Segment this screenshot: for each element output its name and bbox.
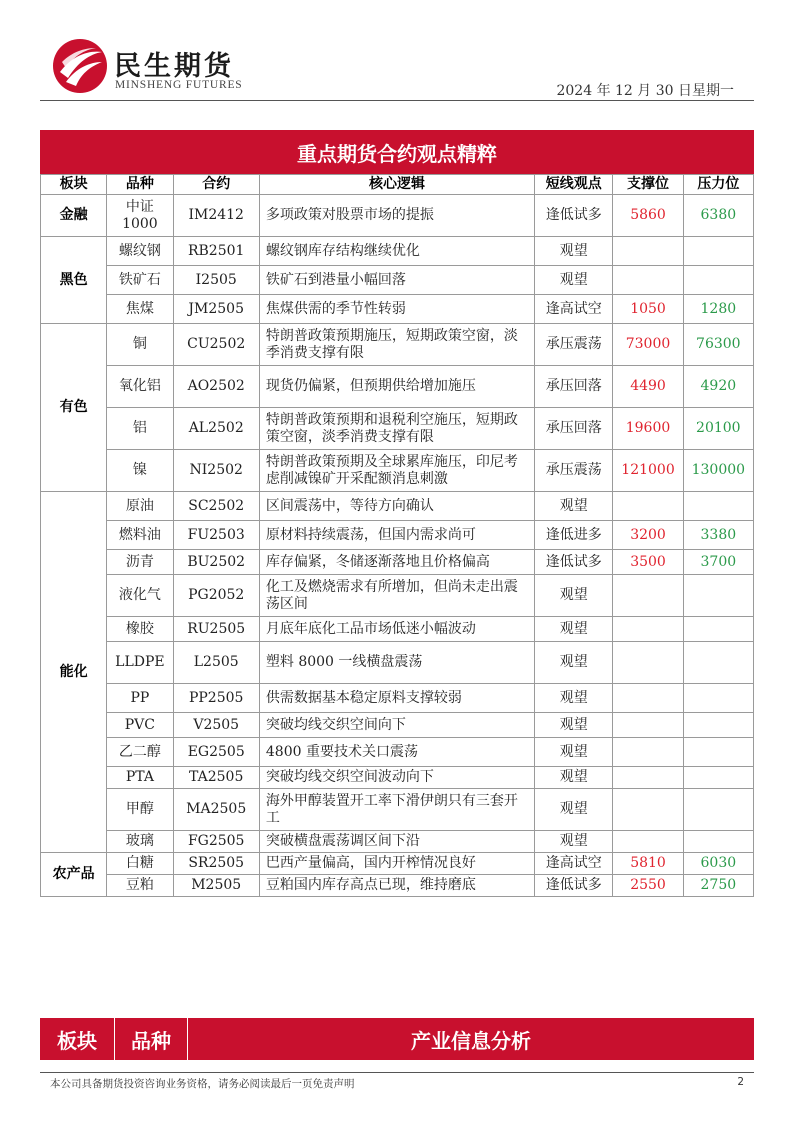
variety-cell: 沥青 <box>107 550 173 575</box>
minsheng-logo-icon <box>52 38 108 94</box>
logic-cell: 多项政策对股票市场的提振 <box>259 195 534 237</box>
resistance-cell <box>683 713 753 738</box>
table-row <box>41 492 754 521</box>
support-cell <box>613 575 683 617</box>
variety-cell: 铜 <box>107 324 173 366</box>
resistance-cell <box>683 575 753 617</box>
variety-cell: 焦煤 <box>107 295 173 324</box>
table-row <box>41 767 754 789</box>
logic-cell: 突破横盘震荡调区间下沿 <box>259 831 534 853</box>
contract-cell: RB2501 <box>173 237 259 266</box>
section2-col-sector: 板块 <box>40 1018 115 1060</box>
table-row <box>41 875 754 897</box>
support-cell: 5860 <box>613 195 683 237</box>
contract-cell: SR2505 <box>173 853 259 875</box>
variety-cell: PVC <box>107 713 173 738</box>
logic-cell: 特朗普政策预期和退税利空施压，短期政策空窗，淡季消费支撑有限 <box>259 408 534 450</box>
table-row <box>41 684 754 713</box>
view-cell: 观望 <box>535 617 613 642</box>
table-row <box>41 195 754 237</box>
logic-cell: 突破均线交织空间向下 <box>259 713 534 738</box>
table-row <box>41 550 754 575</box>
support-cell: 1050 <box>613 295 683 324</box>
logic-cell: 现货仍偏紧，但预期供给增加施压 <box>259 366 534 408</box>
variety-cell: 铝 <box>107 408 173 450</box>
industry-analysis-header <box>40 1018 754 1060</box>
support-cell <box>613 789 683 831</box>
support-cell: 3500 <box>613 550 683 575</box>
logic-cell: 特朗普政策预期及全球累库施压，印尼考虑削减镍矿开采配额消息刺激 <box>259 450 534 492</box>
view-cell: 观望 <box>535 684 613 713</box>
contract-cell: AL2502 <box>173 408 259 450</box>
support-cell <box>613 492 683 521</box>
view-cell: 观望 <box>535 789 613 831</box>
section2-col-analysis: 产业信息分析 <box>411 1028 531 1053</box>
table-row <box>41 617 754 642</box>
contract-cell: RU2505 <box>173 617 259 642</box>
table-row <box>41 642 754 684</box>
support-cell: 121000 <box>613 450 683 492</box>
variety-cell: 镍 <box>107 450 173 492</box>
col-contract: 合约 <box>173 175 259 195</box>
col-view: 短线观点 <box>535 175 613 195</box>
resistance-cell: 2750 <box>683 875 753 897</box>
variety-cell: 燃料油 <box>107 521 173 550</box>
logic-cell: 豆粕国内库存高点已现，维持磨底 <box>259 875 534 897</box>
resistance-cell <box>683 492 753 521</box>
variety-cell: 甲醇 <box>107 789 173 831</box>
variety-cell: 豆粕 <box>107 875 173 897</box>
variety-cell: 液化气 <box>107 575 173 617</box>
col-variety: 品种 <box>107 175 173 195</box>
logic-cell: 原材料持续震荡，但国内需求尚可 <box>259 521 534 550</box>
table-row <box>41 789 754 831</box>
contract-cell: IM2412 <box>173 195 259 237</box>
resistance-cell: 3700 <box>683 550 753 575</box>
view-cell: 观望 <box>535 575 613 617</box>
sector-cell: 金融 <box>41 195 107 237</box>
support-cell: 73000 <box>613 324 683 366</box>
support-cell <box>613 684 683 713</box>
table-row <box>41 575 754 617</box>
variety-cell: 中证 1000 <box>107 195 173 237</box>
contract-cell: MA2505 <box>173 789 259 831</box>
sector-cell: 黑色 <box>41 237 107 324</box>
resistance-cell <box>683 617 753 642</box>
variety-cell: 玻璃 <box>107 831 173 853</box>
contract-cell: JM2505 <box>173 295 259 324</box>
resistance-cell <box>683 831 753 853</box>
logic-cell: 塑料 8000 一线横盘震荡 <box>259 642 534 684</box>
resistance-cell <box>683 237 753 266</box>
resistance-cell <box>683 789 753 831</box>
variety-cell: 原油 <box>107 492 173 521</box>
contract-cell: AO2502 <box>173 366 259 408</box>
table-title-banner: 重点期货合约观点精粹 <box>40 130 754 174</box>
table-row <box>41 408 754 450</box>
contract-cell: L2505 <box>173 642 259 684</box>
view-cell: 观望 <box>535 492 613 521</box>
support-cell <box>613 237 683 266</box>
contract-cell: FU2503 <box>173 521 259 550</box>
support-cell: 3200 <box>613 521 683 550</box>
contract-cell: PG2052 <box>173 575 259 617</box>
support-cell <box>613 767 683 789</box>
table-row <box>41 237 754 266</box>
support-cell <box>613 831 683 853</box>
view-cell: 承压震荡 <box>535 450 613 492</box>
header-divider <box>40 100 754 101</box>
contract-cell: NI2502 <box>173 450 259 492</box>
table-row <box>41 738 754 767</box>
resistance-cell: 3380 <box>683 521 753 550</box>
col-logic: 核心逻辑 <box>259 175 534 195</box>
resistance-cell: 6380 <box>683 195 753 237</box>
contract-cell: FG2505 <box>173 831 259 853</box>
table-header-row <box>41 175 754 195</box>
variety-cell: 乙二醇 <box>107 738 173 767</box>
table-row <box>41 521 754 550</box>
logic-cell: 4800 重要技术关口震荡 <box>259 738 534 767</box>
resistance-cell: 76300 <box>683 324 753 366</box>
col-resistance: 压力位 <box>683 175 753 195</box>
table-row <box>41 853 754 875</box>
table-row <box>41 295 754 324</box>
view-cell: 逢低进多 <box>535 521 613 550</box>
resistance-cell <box>683 266 753 295</box>
brand-name-en: MINSHENG FUTURES <box>115 79 243 91</box>
logic-cell: 月底年底化工品市场低迷小幅波动 <box>259 617 534 642</box>
logic-cell: 突破均线交织空间波动向下 <box>259 767 534 789</box>
logic-cell: 库存偏紧，冬储逐渐落地且价格偏高 <box>259 550 534 575</box>
contract-cell: TA2505 <box>173 767 259 789</box>
support-cell: 4490 <box>613 366 683 408</box>
contract-cell: BU2502 <box>173 550 259 575</box>
table-row <box>41 831 754 853</box>
variety-cell: PP <box>107 684 173 713</box>
view-cell: 逢低试多 <box>535 875 613 897</box>
contract-cell: EG2505 <box>173 738 259 767</box>
variety-cell: 橡胶 <box>107 617 173 642</box>
view-cell: 承压回落 <box>535 408 613 450</box>
view-cell: 观望 <box>535 642 613 684</box>
brand-name-cn: 民生期货 <box>114 51 234 82</box>
resistance-cell <box>683 684 753 713</box>
table-row <box>41 366 754 408</box>
variety-cell: 白糖 <box>107 853 173 875</box>
variety-cell: LLDPE <box>107 642 173 684</box>
logic-cell: 焦煤供需的季节性转弱 <box>259 295 534 324</box>
resistance-cell: 6030 <box>683 853 753 875</box>
table-row <box>41 266 754 295</box>
variety-cell: PTA <box>107 767 173 789</box>
view-cell: 逢低试多 <box>535 195 613 237</box>
variety-cell: 氧化铝 <box>107 366 173 408</box>
view-cell: 承压震荡 <box>535 324 613 366</box>
resistance-cell: 130000 <box>683 450 753 492</box>
support-cell <box>613 266 683 295</box>
footer-disclaimer: 本公司具备期货投资咨询业务资格，请务必阅读最后一页免责声明 <box>50 1078 355 1090</box>
futures-views-table <box>40 174 754 897</box>
logic-cell: 海外甲醇装置开工率下滑伊朗只有三套开工 <box>259 789 534 831</box>
col-sector: 板块 <box>41 175 107 195</box>
support-cell: 2550 <box>613 875 683 897</box>
resistance-cell: 4920 <box>683 366 753 408</box>
resistance-cell <box>683 738 753 767</box>
view-cell: 观望 <box>535 738 613 767</box>
logic-cell: 巴西产量偏高，国内开榨情况良好 <box>259 853 534 875</box>
table-row <box>41 324 754 366</box>
view-cell: 观望 <box>535 266 613 295</box>
logic-cell: 供需数据基本稳定原料支撑较弱 <box>259 684 534 713</box>
contract-cell: V2505 <box>173 713 259 738</box>
table-row <box>41 450 754 492</box>
contract-cell: PP2505 <box>173 684 259 713</box>
resistance-cell: 1280 <box>683 295 753 324</box>
view-cell: 观望 <box>535 713 613 738</box>
support-cell <box>613 738 683 767</box>
view-cell: 观望 <box>535 767 613 789</box>
logic-cell: 区间震荡中，等待方向确认 <box>259 492 534 521</box>
view-cell: 观望 <box>535 831 613 853</box>
view-cell: 承压回落 <box>535 366 613 408</box>
section2-col-variety: 品种 <box>115 1018 188 1060</box>
view-cell: 逢低试多 <box>535 550 613 575</box>
view-cell: 逢高试空 <box>535 853 613 875</box>
view-cell: 逢高试空 <box>535 295 613 324</box>
support-cell <box>613 713 683 738</box>
logic-cell: 铁矿石到港量小幅回落 <box>259 266 534 295</box>
page-header <box>0 0 794 104</box>
support-cell <box>613 617 683 642</box>
contract-cell: CU2502 <box>173 324 259 366</box>
resistance-cell <box>683 767 753 789</box>
variety-cell: 螺纹钢 <box>107 237 173 266</box>
report-date: 2024 年 12 月 30 日星期一 <box>556 83 734 99</box>
sector-cell: 农产品 <box>41 853 107 897</box>
footer-divider <box>40 1072 754 1073</box>
logic-cell: 特朗普政策预期施压，短期政策空窗，淡季消费支撑有限 <box>259 324 534 366</box>
sector-cell: 有色 <box>41 324 107 492</box>
page-number: 2 <box>737 1076 744 1088</box>
support-cell: 19600 <box>613 408 683 450</box>
resistance-cell: 20100 <box>683 408 753 450</box>
sector-cell: 能化 <box>41 492 107 853</box>
contract-cell: M2505 <box>173 875 259 897</box>
view-cell: 观望 <box>535 237 613 266</box>
contract-cell: I2505 <box>173 266 259 295</box>
contract-cell: SC2502 <box>173 492 259 521</box>
logic-cell: 化工及燃烧需求有所增加，但尚未走出震荡区间 <box>259 575 534 617</box>
resistance-cell <box>683 642 753 684</box>
table-row <box>41 713 754 738</box>
col-support: 支撑位 <box>613 175 683 195</box>
logic-cell: 螺纹钢库存结构继续优化 <box>259 237 534 266</box>
variety-cell: 铁矿石 <box>107 266 173 295</box>
support-cell: 5810 <box>613 853 683 875</box>
support-cell <box>613 642 683 684</box>
